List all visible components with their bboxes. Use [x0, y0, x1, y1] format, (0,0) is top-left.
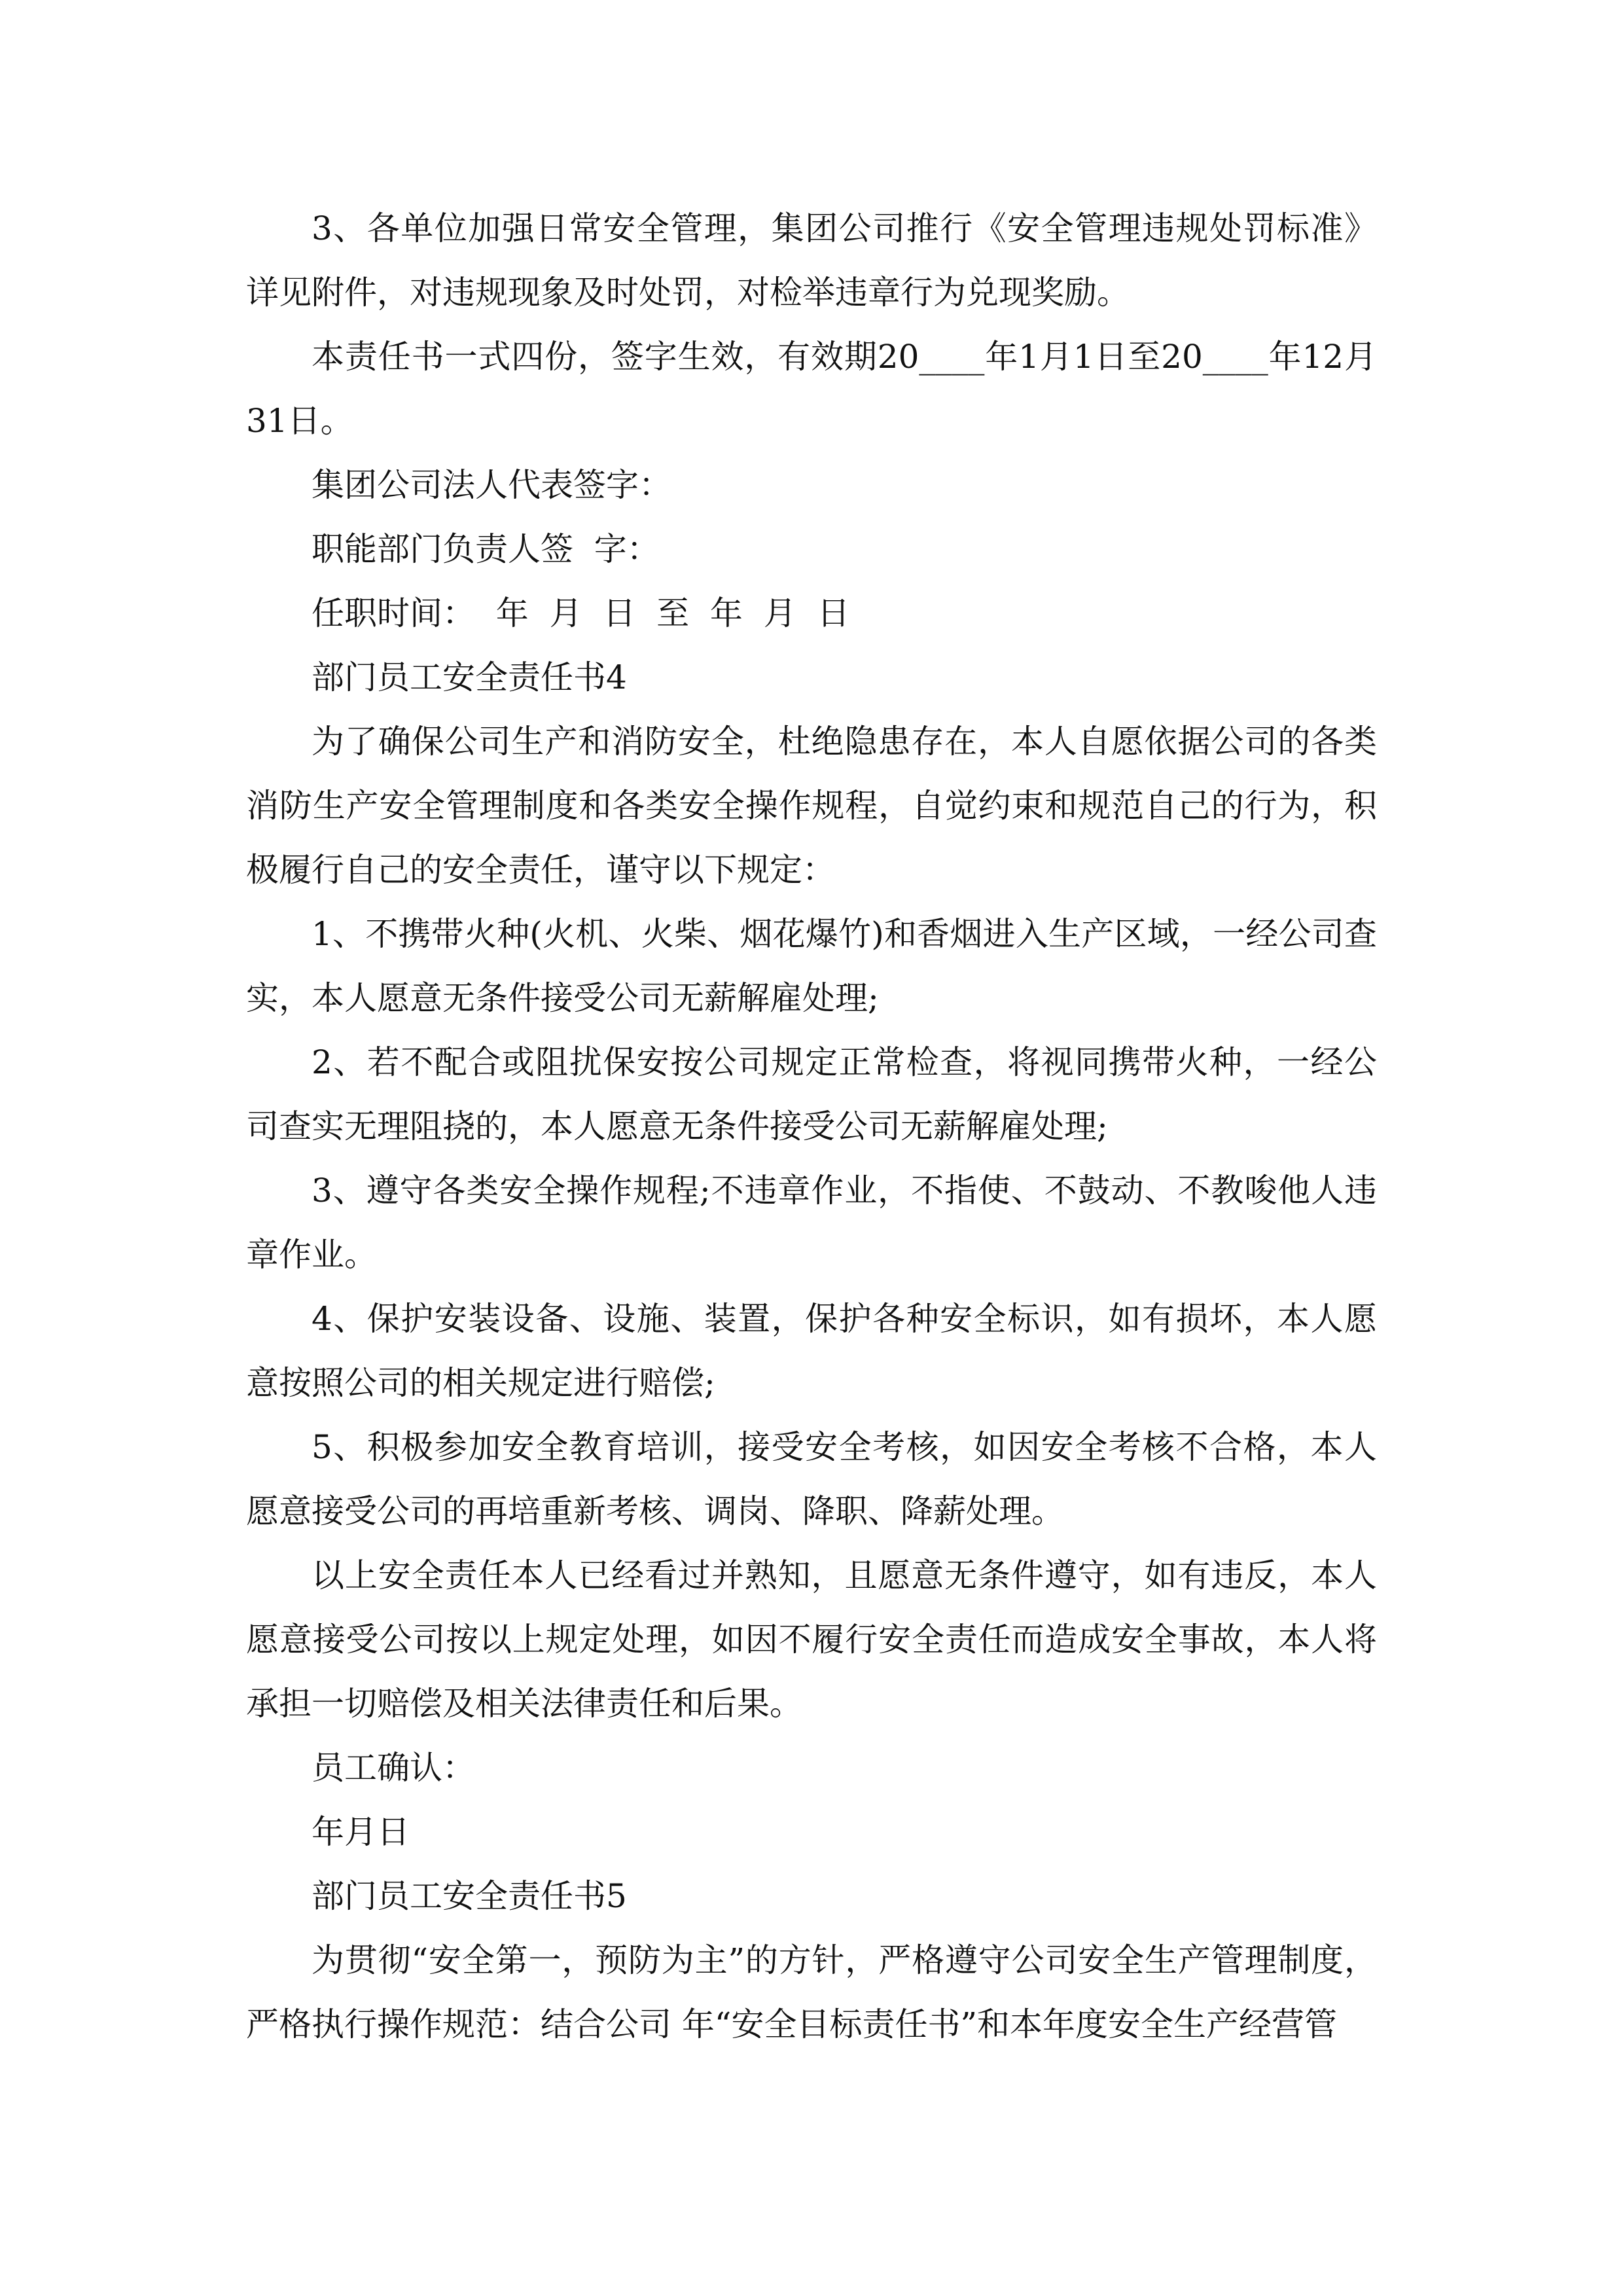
paragraph-employee-confirm: 员工确认： — [312, 1749, 475, 1787]
paragraph-rule-1: 1、不携带火种(火机、火柴、烟花爆竹)和香烟进入生产区域，一经公司查实，本人愿意无条件接受公司无薪解雇处理; — [246, 915, 1377, 1017]
paragraph-term-of-office: 任职时间： 年 月 日 至 年 月 日 — [312, 594, 850, 632]
paragraph-rule-5: 5、积极参加安全教育培训，接受安全考核，如因安全考核不合格，本人愿意接受公司的再培重新考核、调岗、降职、降薪处理。 — [246, 1428, 1377, 1530]
paragraph-intro-5: 为贯彻“安全第一，预防为主”的方针，严格遵守公司安全生产管理制度，严格执行操作规范：结合公司 年“安全目标责任书”和本年度安全生产经营管 — [246, 1941, 1377, 2043]
section-title-5: 部门员工安全责任书5 — [312, 1877, 627, 1915]
paragraph-intro-4: 为了确保公司生产和消防安全，杜绝隐患存在，本人自愿依据公司的各类消防生产安全管理制度和各类安全操作规程，自觉约束和规范自己的行为，积极履行自己的安全责任，谨守以下规定： — [246, 723, 1377, 889]
paragraph-penalty-standard: 3、各单位加强日常安全管理，集团公司推行《安全管理违规处罚标准》详见附件，对违规现象及时处罚，对检举违章行为兑现奖励。 — [246, 209, 1377, 312]
paragraph-acknowledgement: 以上安全责任本人已经看过并熟知，且愿意无条件遵守，如有违反，本人愿意接受公司按以上规定处理，如因不履行安全责任而造成安全事故，本人将承担一切赔偿及相关法律责任和后果。 — [246, 1556, 1377, 1723]
paragraph-date: 年月日 — [312, 1813, 410, 1851]
paragraph-legal-rep-signature: 集团公司法人代表签字： — [312, 466, 671, 504]
paragraph-dept-head-signature: 职能部门负责人签 字： — [312, 530, 660, 568]
paragraph-rule-2: 2、若不配合或阻扰保安按公司规定正常检查，将视同携带火种，一经公司查实无理阻挠的，本人愿意无条件接受公司无薪解雇处理; — [246, 1043, 1377, 1145]
paragraph-rule-3: 3、遵守各类安全操作规程;不违章作业，不指使、不鼓动、不教唆他人违章作业。 — [246, 1172, 1377, 1274]
document-body — [246, 196, 1377, 2056]
paragraph-rule-4: 4、保护安装设备、设施、装置，保护各种安全标识，如有损坏，本人愿意按照公司的相关规定进行赔偿; — [246, 1300, 1377, 1402]
section-title-4: 部门员工安全责任书4 — [312, 658, 627, 696]
paragraph-validity-period: 本责任书一式四份，签字生效，有效期20____年1月1日至20____年12月31日。 — [246, 338, 1377, 440]
